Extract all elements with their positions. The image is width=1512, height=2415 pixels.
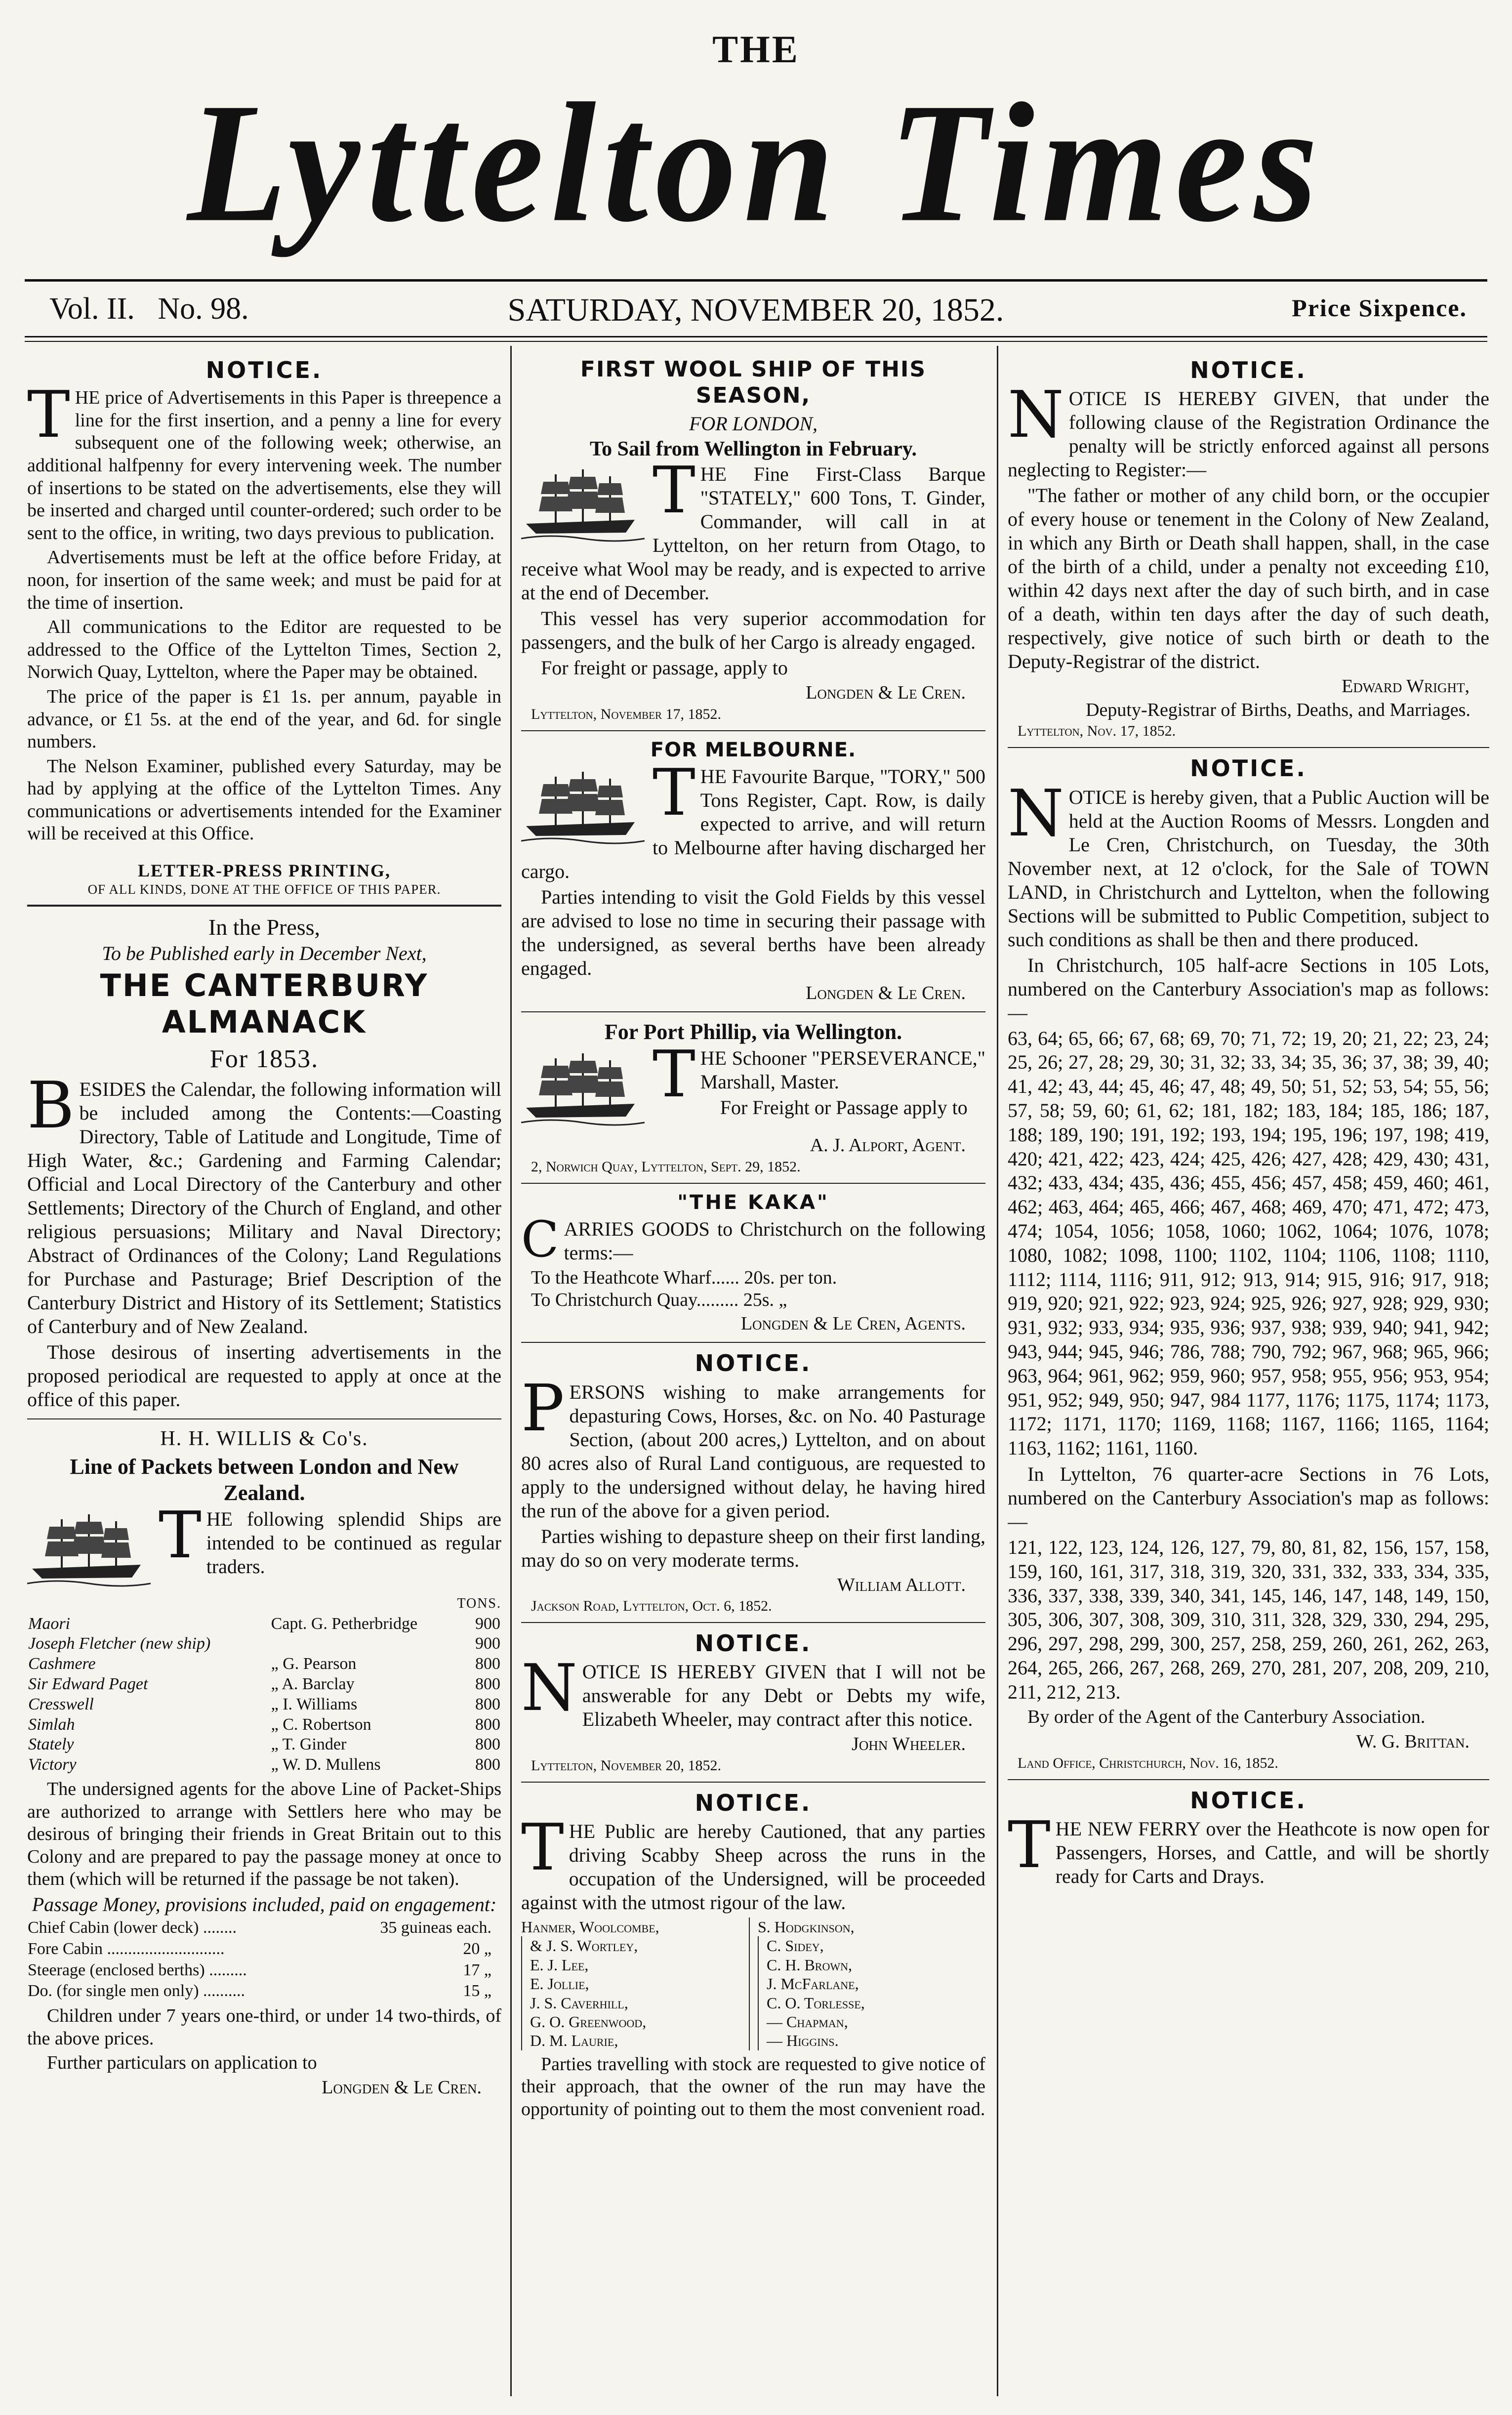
melbourne-heading: FOR MELBOURNE. — [650, 738, 857, 761]
divider — [27, 905, 501, 907]
divider — [1008, 1779, 1489, 1780]
divider — [521, 1011, 985, 1012]
divider — [27, 1418, 501, 1419]
divider — [521, 730, 985, 731]
wheeler-notice-heading: NOTICE. — [695, 1630, 812, 1657]
registration-place: Lyttelton, Nov. 17, 1852. — [1018, 723, 1176, 740]
land-sale-para: NOTICE is hereby given, that a Public Auction will be held at the Auction Rooms of Messrs. Longden and Le Cren, Christchurch, on Tuesday, the 30th November next, at 12 o'clock, for the Sale of TOWN LAND, in Christchurch and Lyttelton, when the following Sections will be submitted to Public Competition, subject to such conditions as shall be then and there produced. — [1008, 775, 1489, 951]
port-phillip-signature: A. J. Alport, Agent. — [810, 1134, 966, 1156]
tons-label: TONS. — [457, 1595, 501, 1611]
advertising-notice-para: Advertisements must be left at the office before Friday, at noon, for insertion of the same week; and must be paid for at the time of insertion. — [27, 547, 501, 613]
column-2 — [521, 355, 985, 2400]
advertising-notice-heading: NOTICE. — [205, 357, 323, 383]
masthead-bottom-rule-2 — [25, 341, 1487, 342]
advertising-notice-para: THE price of Advertisements in this Paper is threepence a line for the first insertion, and a penny a line for every subsequent one of the following week; otherwise, an additional halfpenny for every intervening week. The number of insertions to be stated on the advertisements, else they will be inserted and charged until counter-ordered; such order to be sent to the office, in writing, two days previous to publication. — [27, 377, 501, 543]
wool-ship-sail-date: To Sail from Wellington in February. — [590, 437, 917, 460]
wheeler-signature: John Wheeler. — [852, 1734, 966, 1755]
port-phillip-para: THE Schooner "PERSEVERANCE," Marshall, Master. — [653, 1036, 985, 1112]
allott-place: Jackson Road, Lyttelton, Oct. 6, 1852. — [531, 1598, 772, 1615]
scabby-sheep-para: Parties travelling with stock are requested to give notice of their approach, that the owner of the run may have the opportunity of pointing out to them the most convenient road. — [521, 2053, 985, 2120]
table-row: Joseph Fletcher (new ship) 900 — [28, 1634, 500, 1653]
advertising-notice-para: The price of the paper is £1 1s. per annum, payable in advance, or £1 5s. at the end of the year, and 6d. for single numbers. — [27, 686, 501, 752]
volume-number: Vol. II. No. 98. — [49, 292, 249, 326]
sailing-ship-icon — [521, 1048, 645, 1132]
column-divider-1 — [510, 346, 512, 2396]
letterpress-subtitle: OF ALL KINDS, DONE AT THE OFFICE OF THIS PAPER. — [87, 882, 441, 897]
willis-intro: THE following splendid Ships are intended to be continued as regular traders. — [159, 1497, 501, 1578]
press-subheading: To be Published early in December Next, — [102, 942, 427, 964]
table-row: Chief Cabin (lower deck) ........ 35 guineas each. — [28, 1918, 491, 1937]
wool-ship-para: This vessel has very superior accommodation for passengers, and the bulk of her Cargo is already engaged. — [521, 607, 985, 653]
sailing-ship-icon — [521, 464, 645, 548]
signatories-right: S. Hodgkinson, C. Sidey, C. H. Brown, J. McFarlane, C. O. Torlesse, — Chapman, — Higgins. — [749, 1917, 985, 2050]
kaka-para: CARRIES GOODS to Christchurch on the following terms:— — [521, 1210, 985, 1268]
wool-ship-place: Lyttelton, November 17, 1852. — [531, 706, 721, 722]
scabby-sheep-heading: NOTICE. — [695, 1789, 812, 1816]
table-row: Maori Capt. G. Petherbridge 900 — [28, 1614, 500, 1633]
divider — [521, 1622, 985, 1623]
willis-signature: Longden & Le Cren. — [322, 2077, 482, 2098]
kaka-heading: "THE KAKA" — [677, 1191, 829, 1214]
registration-quote: "The father or mother of any child born, or the occupier of every house or tenement in the Colony of New Zealand, in which any Birth or Death shall happen, shall, in the case of the birth of a child, under a penalty not exceeding £10, within 42 days next after the day of such birth, and in case of a death, within ten days after the day of such death, respectively, give notice of such birth or death to the Deputy-Registrar of the district. — [1008, 484, 1489, 673]
land-sale-order: By order of the Agent of the Canterbury Association. — [1027, 1707, 1426, 1728]
signatories — [521, 1917, 985, 2050]
masthead-bottom-rule — [25, 336, 1487, 337]
registration-signature: Edward Wright, — [1342, 676, 1470, 697]
wool-ship-heading: FIRST WOOL SHIP OF THIS SEASON, — [580, 357, 927, 408]
dateline — [30, 291, 1482, 331]
column-divider-2 — [997, 346, 998, 2396]
masthead-pre-title: THE — [712, 28, 800, 71]
port-phillip-para: For Freight or Passage apply to — [720, 1096, 968, 1119]
divider — [521, 1183, 985, 1184]
port-phillip-place: 2, Norwich Quay, Lyttelton, Sept. 29, 1852. — [531, 1158, 801, 1175]
allott-para: Parties wishing to depasture sheep on their first landing, may do so on very moderate terms. — [521, 1525, 985, 1571]
registration-para: NOTICE IS HEREBY GIVEN, that under the following clause of the Registration Ordinance the penalty will be strictly enforced against all persons neglecting to Register:— — [1008, 377, 1489, 481]
children-note: Children under 7 years one-third, or under 14 two-thirds, of the above prices. — [27, 2005, 501, 2049]
ferry-para: THE NEW FERRY over the Heathcote is now open for Passengers, Horses, and Cattle, and will be shortly ready for Carts and Drays. — [1008, 1807, 1489, 1887]
almanack-para: BESIDES the Calendar, the following information will be included among the Contents:—Coasting Directory, Table of Latitude and Longitude, Time of High Water, &c.; Gardening and Farming Calendar; Official and Local Directory of the Canterbury and other Settlements; Directory of the Church of England, and other religious persuasions; Military and Naval Directory; Abstract of Ordinances of the Colony; Land Regulations for Purchase and Pasturage; Brief Description of the Canterbury District and History of its Settlement; Statistics of Canterbury and of New Zealand. — [27, 1068, 501, 1337]
almanack-title: THE CANTERBURY ALMANACK — [100, 967, 429, 1041]
registration-notice-heading: NOTICE. — [1190, 357, 1307, 383]
wheeler-para: NOTICE IS HEREBY GIVEN that I will not be answerable for any Debt or Debts my wife, Elizabeth Wheeler, may contract after this notice. — [521, 1650, 985, 1731]
table-row: Cashmere „ G. Pearson 800 — [28, 1655, 500, 1673]
willis-subheading: Line of Packets between London and New Zealand. — [70, 1455, 459, 1505]
press-heading: In the Press, — [208, 914, 321, 940]
melbourne-para: THE Favourite Barque, "TORY," 500 Tons Register, Capt. Row, is daily expected to arrive, and will return to Melbourne after having discharged her cargo. — [521, 754, 985, 882]
almanack-year: For 1853. — [209, 1044, 319, 1073]
issue-date: SATURDAY, NOVEMBER 20, 1852. — [507, 292, 1004, 328]
table-row: Do. (for single men only) .......... 15 „ — [28, 1982, 491, 2000]
land-sale-place: Land Office, Christchurch, Nov. 16, 1852. — [1018, 1754, 1278, 1771]
table-row: Cresswell „ I. Williams 800 — [28, 1695, 500, 1713]
willis-heading: H. H. WILLIS & Co's. — [160, 1427, 368, 1450]
land-sale-heading: NOTICE. — [1190, 755, 1307, 782]
wool-ship-signature: Longden & Le Cren. — [806, 682, 966, 703]
divider — [521, 1342, 985, 1343]
lyttelton-lots: 121, 122, 123, 124, 126, 127, 79, 80, 81, 82, 156, 157, 158, 159, 160, 161, 317, 318, 319, 320, 331, 332, 333, 334, 335, 336, 337, 338, 339, 340, 341, 145, 146, 147, 148, 149, 150, 305, 306, 307, 308, 309, 310, 311, 328, 329, 330, 294, 295, 296, 297, 298, 299, 300, 257, 258, 259, 260, 261, 262, 263, 264, 265, 266, 267, 268, 269, 270, 281, 207, 208, 209, 210, 211, 212, 213. — [1008, 1536, 1489, 1703]
kaka-rate: To the Heathcote Wharf...... 20s. per ton. — [531, 1267, 837, 1288]
advertising-notice-para: The Nelson Examiner, published every Saturday, may be had by applying at the office of the Lyttelton Times. Any communications or advertisements intended for the Examiner will be received at this Office. — [27, 755, 501, 844]
land-sale-signature: W. G. Brittan. — [1356, 1731, 1470, 1752]
table-row: Victory „ W. D. Mullens 800 — [28, 1755, 500, 1774]
allott-signature: William Allott. — [837, 1574, 966, 1595]
table-row: Stately „ T. Ginder 800 — [28, 1735, 500, 1754]
almanack-para: Those desirous of inserting advertisements in the proposed periodical are requested to apply at once at the office of this paper. — [27, 1341, 501, 1411]
signatories-left: Hanmer, Woolcombe, & J. S. Wortley, E. J. Lee, E. Jollie, J. S. Caverhill, G. O. Greenwood, D. M. Laurie, — [521, 1917, 749, 2050]
wheeler-place: Lyttelton, November 20, 1852. — [531, 1757, 721, 1774]
wool-ship-para: THE Fine First-Class Barque "STATELY," 600 Tons, T. Ginder, Commander, will call in at Lyttelton, on her return from Otago, to receive what Wool may be ready, and is expected to arrive at the end of December. — [521, 452, 985, 604]
ship-roster — [27, 1614, 501, 1775]
melbourne-para: Parties intending to visit the Gold Fields by this vessel are advised to lose no time in securing their passage with the undersigned, as several berths have been already engaged. — [521, 885, 985, 979]
further-particulars: Further particulars on application to — [47, 2052, 317, 2074]
ferry-notice-heading: NOTICE. — [1190, 1787, 1307, 1814]
kaka-rate: To Christchurch Quay......... 25s. „ — [531, 1290, 787, 1311]
masthead-title: Lyttelton Times — [187, 68, 1325, 258]
column-1 — [27, 355, 501, 2400]
fare-table — [27, 1917, 501, 2002]
advertising-notice-para: All communications to the Editor are requested to be addressed to the Office of the Lyttelton Times, Section 2, Norwich Quay, Lyttelton, where the Paper may be obtained. — [27, 617, 501, 683]
lyttelton-intro: In Lyttelton, 76 quarter-acre Sections in 76 Lots, numbered on the Canterbury Association's map as follows:— — [1008, 1462, 1489, 1533]
sailing-ship-icon — [521, 767, 645, 851]
kaka-signature: Longden & Le Cren, Agents. — [740, 1313, 966, 1334]
letterpress-title: LETTER-PRESS PRINTING, — [137, 861, 391, 881]
melbourne-signature: Longden & Le Cren. — [806, 982, 966, 1003]
christchurch-lots: 63, 64; 65, 66; 67, 68; 69, 70; 71, 72; 19, 20; 21, 22; 23, 24; 25, 26; 27, 28; 29, 30; 31, 32; 33, 34; 35, 36; 37, 38; 39, 40; 41, 42; 43, 44; 45, 46; 47, 48; 49, 50; 51, 52; 53, 54; 55, 56; 57, 58; 59, 60; 61, 62; 181, 182; 183, 184; 185, 186; 187, 188; 189, 190; 191, 192; 193, 194; 195, 196; 197, 198; 419, 420; 421, 422; 423, 424; 425, 426; 427, 428; 429, 430; 431, 432; 433, 434; 435, 436; 455, 456; 457, 458; 459, 460; 461, 462; 463, 464; 465, 466; 467, 468; 469, 470; 471, 472; 473, 474; 1054, 1056; 1058, 1060; 1062, 1064; 1076, 1078; 1080, 1082; 1098, 1100; 1102, 1104; 1106, 1108; 1110, 1112; 1114, 1116; 911, 912; 913, 914; 915, 916; 917, 918; 919, 920; 921, 922; 923, 924; 925, 926; 927, 928; 929, 930; 931, 932; 933, 934; 935, 936; 937, 938; 939, 940; 941, 942; 943, 944; 945, 946; 786, 788; 790, 792; 967, 968; 965, 966; 963, 964; 961, 962; 959, 960; 957, 958; 955, 956; 953, 954; 951, 952; 949, 950; 947, 984 1177, 1176; 1175, 1174; 1173, 1172; 1171, 1170; 1169, 1168; 1167, 1166; 1165, 1164; 1163, 1162; 1161, 1160. — [1008, 1027, 1489, 1459]
table-row: Sir Edward Paget „ A. Barclay 800 — [28, 1674, 500, 1693]
christchurch-intro: In Christchurch, 105 half-acre Sections in 105 Lots, numbered on the Canterbury Association's map as follows:— — [1008, 954, 1489, 1024]
passage-heading: Passage Money, provisions included, paid on engagement: — [32, 1893, 497, 1915]
sailing-ship-icon — [27, 1509, 151, 1593]
issue-price: Price Sixpence. — [1292, 294, 1467, 322]
divider — [521, 1782, 985, 1783]
table-row: Simlah „ C. Robertson 800 — [28, 1715, 500, 1734]
scabby-sheep-para: THE Public are hereby Cautioned, that any parties driving Scabby Sheep across the runs in the occupation of the Undersigned, will be proceeded against with the utmost rigour of the law. — [521, 1810, 985, 1914]
registration-title: Deputy-Registrar of Births, Deaths, and Marriages. — [1086, 699, 1471, 720]
table-row: Fore Cabin ............................ 20 „ — [28, 1939, 491, 1958]
masthead-top-rule — [25, 279, 1487, 282]
willis-para: The undersigned agents for the above Line of Packet-Ships are authorized to arrange with Settlers here who may be desirous of bringing their friends in Great Britain out to this Colony and are prepared to pay the passage money at once to them (which will be returned if the passage be not taken). — [27, 1778, 501, 1890]
divider — [1008, 747, 1489, 748]
column-3 — [1008, 355, 1489, 2400]
table-row: Steerage (enclosed berths) ......... 17 „ — [28, 1960, 491, 1979]
wool-ship-destination: FOR LONDON, — [689, 412, 818, 435]
wool-ship-para: For freight or passage, apply to — [541, 656, 788, 679]
port-phillip-heading: For Port Phillip, via Wellington. — [604, 1020, 902, 1044]
allott-notice-heading: NOTICE. — [695, 1350, 812, 1377]
allott-para: PERSONS wishing to make arrangements for depasturing Cows, Horses, &c. on No. 40 Pasturage Section, (about 200 acres,) Lyttelton, and on about 80 acres also of Rural Land contiguous, are requested to apply to the undersigned without delay, he having hired the run of the above for a given period. — [521, 1370, 985, 1522]
